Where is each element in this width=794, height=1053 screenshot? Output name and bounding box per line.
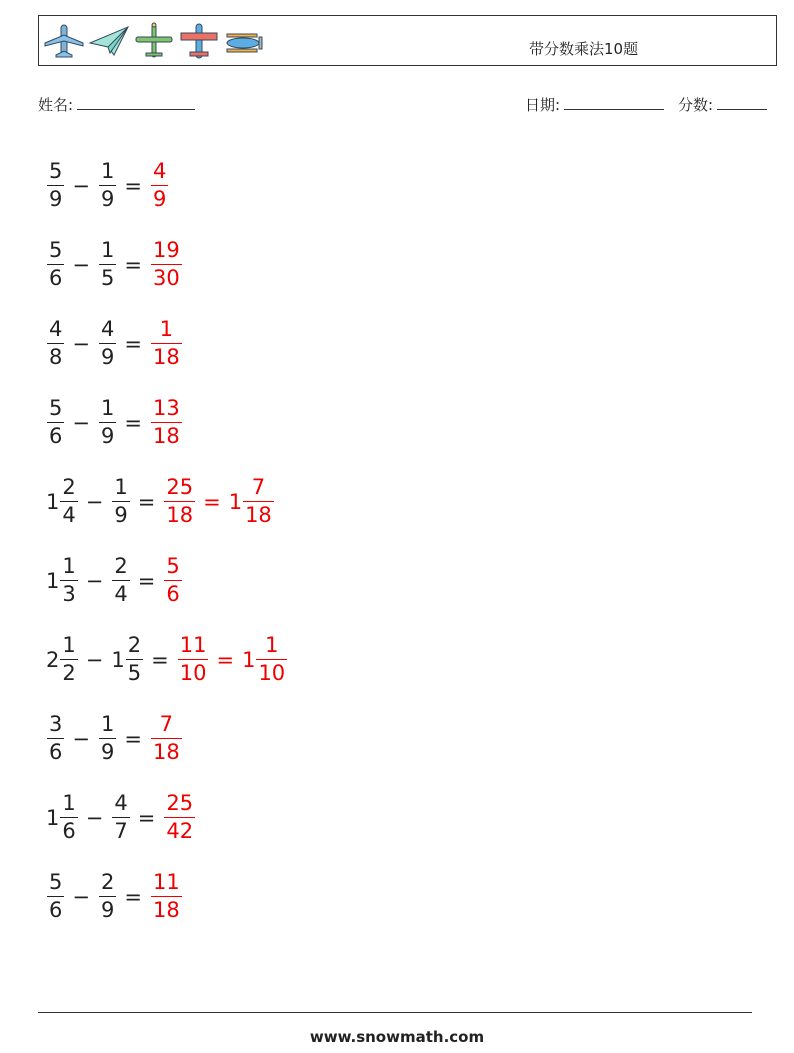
operand-a-numerator: 5 <box>49 237 63 262</box>
operand-b-numerator: 2 <box>127 632 142 657</box>
problem-row <box>46 225 287 304</box>
operator: − <box>85 647 104 672</box>
fraction-bar <box>99 896 116 898</box>
answer-fraction <box>151 237 182 291</box>
operand-b-fraction <box>99 237 116 291</box>
equals-sign: = <box>151 647 169 672</box>
operand-b-fraction <box>99 395 116 449</box>
fraction-bar <box>99 422 116 424</box>
operator: − <box>72 410 90 435</box>
fraction-bar <box>243 501 274 503</box>
answer-denominator: 18 <box>152 424 180 449</box>
fraction-bar <box>99 343 116 345</box>
answer-mixed-whole: 1 <box>228 489 243 514</box>
operand-a-denominator: 6 <box>49 898 63 923</box>
answer-mixed-denominator: 10 <box>258 661 286 686</box>
equals-sign: = <box>124 252 142 277</box>
equals-sign: = <box>137 568 156 593</box>
answer-fraction <box>151 395 182 449</box>
name-label: 姓名: <box>38 96 74 114</box>
answer-numerator: 25 <box>166 474 194 499</box>
operand-a-denominator: 9 <box>49 187 63 212</box>
fraction-bar <box>151 343 182 345</box>
problem-list <box>46 146 287 936</box>
operand-b-fraction <box>112 474 129 528</box>
fraction-bar <box>112 817 129 819</box>
equals-sign: = <box>124 726 142 751</box>
operand-b-denominator: 9 <box>100 424 115 449</box>
operator: − <box>72 726 90 751</box>
operand-a-denominator: 4 <box>62 503 76 528</box>
fraction-bar <box>47 422 64 424</box>
answer <box>177 632 287 686</box>
operand-b-fraction <box>99 316 116 370</box>
answer <box>163 553 181 607</box>
operand-a-fraction <box>60 632 77 686</box>
operand-b-fraction <box>99 158 116 212</box>
operand-a-numerator: 1 <box>62 790 76 815</box>
airliner-icon <box>43 21 85 61</box>
answer-denominator: 30 <box>152 266 180 291</box>
answer <box>150 869 182 923</box>
header-icons <box>43 21 265 61</box>
problem-row <box>46 383 287 462</box>
fraction-bar <box>60 659 77 661</box>
operand-a-numerator: 3 <box>49 711 63 736</box>
operand-b-denominator: 5 <box>100 266 115 291</box>
answer-equals-sign: = <box>216 647 235 672</box>
operator: − <box>85 489 104 514</box>
answer-denominator: 6 <box>166 582 180 607</box>
operand-b-numerator: 2 <box>114 553 128 578</box>
operand-a-fraction <box>47 395 64 449</box>
answer-numerator: 11 <box>179 632 207 657</box>
header-box <box>38 15 777 66</box>
answer-denominator: 10 <box>179 661 207 686</box>
operand-a-numerator: 2 <box>62 474 76 499</box>
answer-denominator: 18 <box>166 503 194 528</box>
fraction-bar <box>112 580 129 582</box>
operand-a-whole: 2 <box>46 647 60 672</box>
problem-row <box>46 857 287 936</box>
answer <box>150 158 168 212</box>
operand-b-denominator: 5 <box>127 661 142 686</box>
footer-url: www.snowmath.com <box>309 1028 485 1046</box>
answer-mixed-denominator: 18 <box>245 503 272 528</box>
problem-row <box>46 462 287 541</box>
fraction-bar <box>60 580 77 582</box>
biplane-icon <box>223 21 265 61</box>
operand-b-fraction <box>99 711 116 765</box>
operand-b-numerator: 1 <box>100 158 115 183</box>
operand-b-denominator: 9 <box>100 345 115 370</box>
operand-a-fraction <box>47 237 64 291</box>
answer <box>150 316 182 370</box>
answer-fraction <box>178 632 209 686</box>
answer-mixed-numerator: 1 <box>265 632 279 657</box>
answer-mixed-fraction <box>243 474 274 528</box>
answer-denominator: 18 <box>152 898 180 923</box>
answer-fraction <box>164 790 195 844</box>
answer-numerator: 7 <box>159 711 174 736</box>
operand-b-denominator: 4 <box>114 582 128 607</box>
operand-a-denominator: 3 <box>62 582 76 607</box>
operand-b-denominator: 9 <box>100 187 115 212</box>
operand-b-fraction <box>126 632 143 686</box>
operator: − <box>85 568 104 593</box>
date-field <box>525 94 664 115</box>
fraction-bar <box>47 185 64 187</box>
operand-a-fraction <box>47 316 64 370</box>
answer-fraction <box>151 158 168 212</box>
answer-fraction <box>164 474 195 528</box>
operand-b-numerator: 1 <box>100 237 115 262</box>
fraction-bar <box>151 422 182 424</box>
answer-mixed-fraction <box>256 632 287 686</box>
operand-a-fraction <box>60 474 77 528</box>
answer-fraction <box>164 553 181 607</box>
fraction-bar <box>112 501 129 503</box>
answer-mixed-whole: 1 <box>242 647 256 672</box>
name-blank[interactable] <box>77 95 195 110</box>
operand-a-fraction <box>47 869 64 923</box>
operand-a-denominator: 6 <box>49 266 63 291</box>
operand-a-denominator: 8 <box>49 345 63 370</box>
date-blank[interactable] <box>564 95 664 110</box>
operand-a-numerator: 1 <box>62 632 76 657</box>
operand-b-denominator: 7 <box>114 819 128 844</box>
fraction-bar <box>164 501 195 503</box>
footer-divider <box>38 1012 752 1013</box>
equals-sign: = <box>137 489 156 514</box>
fraction-bar <box>99 264 116 266</box>
operand-b-numerator: 4 <box>114 790 128 815</box>
problem-row <box>46 620 287 699</box>
operand-b-numerator: 1 <box>114 474 128 499</box>
operand-a-numerator: 1 <box>62 553 76 578</box>
score-label: 分数: <box>678 96 714 114</box>
operator: − <box>72 173 90 198</box>
operand-b-numerator: 2 <box>100 869 115 894</box>
fraction-bar <box>164 580 181 582</box>
operand-a-whole: 1 <box>46 489 60 514</box>
answer-numerator: 5 <box>166 553 180 578</box>
answer-fraction <box>151 316 182 370</box>
paper-plane-icon <box>88 21 130 61</box>
operand-a-denominator: 2 <box>62 661 76 686</box>
answer-mixed-numerator: 7 <box>251 474 266 499</box>
fraction-bar <box>47 343 64 345</box>
fraction-bar <box>47 896 64 898</box>
fraction-bar <box>164 817 195 819</box>
operator: − <box>72 331 90 356</box>
answer <box>163 474 273 528</box>
fraction-bar <box>151 264 182 266</box>
worksheet-title: 带分数乘法10题 <box>529 40 639 58</box>
problem-row <box>46 778 287 857</box>
equals-sign: = <box>124 884 142 909</box>
equals-sign: = <box>124 173 142 198</box>
operand-a-fraction <box>47 158 64 212</box>
operand-a-denominator: 6 <box>62 819 76 844</box>
answer-numerator: 19 <box>152 237 180 262</box>
operand-a-numerator: 5 <box>49 869 63 894</box>
answer-numerator: 13 <box>152 395 180 420</box>
answer <box>163 790 195 844</box>
operand-b-denominator: 9 <box>100 898 115 923</box>
equals-sign: = <box>124 331 142 356</box>
operand-b-denominator: 9 <box>100 740 115 765</box>
answer-fraction <box>151 869 182 923</box>
operand-a-whole: 1 <box>46 805 60 830</box>
fraction-bar <box>151 738 182 740</box>
operand-a-denominator: 6 <box>49 740 63 765</box>
problem-row <box>46 541 287 620</box>
score-field <box>678 94 767 115</box>
operand-a-fraction <box>60 553 77 607</box>
answer-numerator: 25 <box>166 790 194 815</box>
fraction-bar <box>151 896 182 898</box>
red-plane-icon <box>178 21 220 61</box>
fraction-bar <box>47 738 64 740</box>
operand-a-numerator: 5 <box>49 395 63 420</box>
equals-sign: = <box>124 410 142 435</box>
fraction-bar <box>47 264 64 266</box>
equals-sign: = <box>137 805 156 830</box>
operand-b-denominator: 9 <box>114 503 128 528</box>
score-blank[interactable] <box>717 95 767 110</box>
fraction-bar <box>60 817 77 819</box>
operand-a-numerator: 4 <box>49 316 63 341</box>
answer-denominator: 9 <box>152 187 167 212</box>
name-field <box>38 94 195 115</box>
operand-b-fraction <box>112 553 129 607</box>
answer-denominator: 18 <box>152 740 180 765</box>
problem-row <box>46 699 287 778</box>
answer-numerator: 11 <box>152 869 180 894</box>
operand-b-whole: 1 <box>111 647 125 672</box>
answer-equals-sign: = <box>203 489 221 514</box>
operand-a-fraction <box>60 790 77 844</box>
answer-numerator: 4 <box>152 158 167 183</box>
fraction-bar <box>178 659 209 661</box>
fraction-bar <box>99 738 116 740</box>
answer-numerator: 1 <box>159 316 174 341</box>
answer <box>150 395 182 449</box>
operator: − <box>72 252 90 277</box>
operand-b-numerator: 1 <box>100 711 115 736</box>
problem-row <box>46 146 287 225</box>
answer-denominator: 18 <box>152 345 180 370</box>
operand-a-fraction <box>47 711 64 765</box>
answer-denominator: 42 <box>166 819 194 844</box>
date-label: 日期: <box>525 96 561 114</box>
fraction-bar <box>151 185 168 187</box>
operator: − <box>72 884 90 909</box>
fraction-bar <box>126 659 143 661</box>
operand-a-numerator: 5 <box>49 158 63 183</box>
operand-a-whole: 1 <box>46 568 60 593</box>
operator: − <box>85 805 104 830</box>
answer <box>150 237 182 291</box>
fraction-bar <box>99 185 116 187</box>
operand-b-fraction <box>99 869 116 923</box>
answer <box>150 711 182 765</box>
fraction-bar <box>256 659 287 661</box>
fraction-bar <box>60 501 77 503</box>
operand-b-fraction <box>112 790 129 844</box>
operand-b-numerator: 4 <box>100 316 115 341</box>
problem-row <box>46 304 287 383</box>
answer-fraction <box>151 711 182 765</box>
operand-a-denominator: 6 <box>49 424 63 449</box>
propeller-plane-icon <box>133 21 175 61</box>
operand-b-numerator: 1 <box>100 395 115 420</box>
